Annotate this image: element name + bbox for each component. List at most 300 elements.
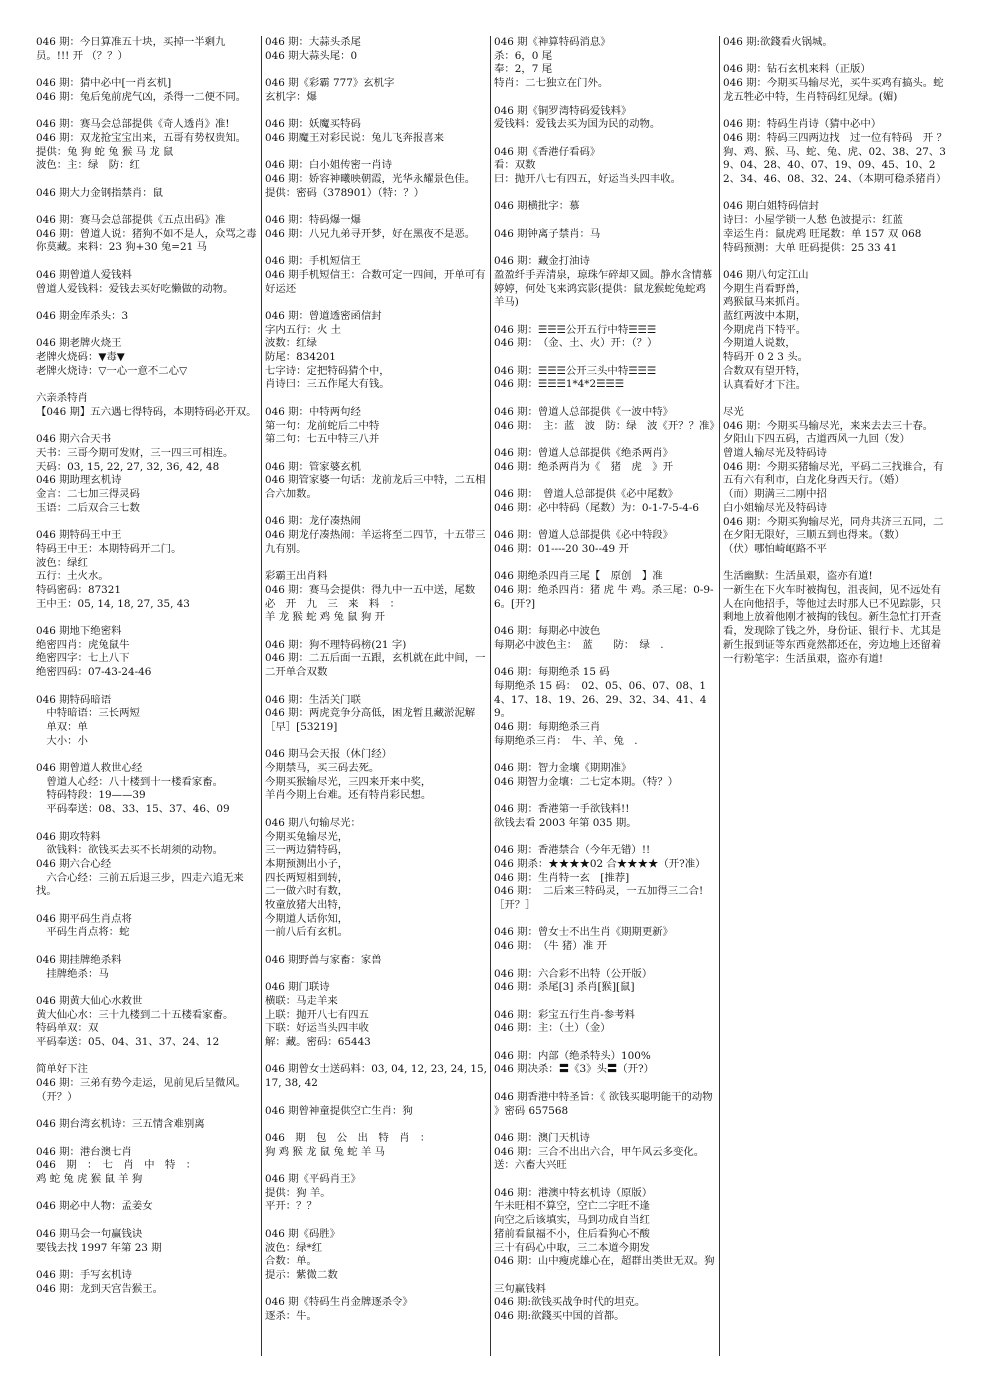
- text-line: 猪前看鼠福不小，住后看狗心不酸: [494, 1227, 650, 1240]
- text-line: 046 期特码暗语: [36, 693, 112, 706]
- text-line: 046 期：生肖特一玄 [推荐]: [494, 871, 630, 884]
- text-line: 046 期白姐特码信封: [723, 200, 819, 213]
- text-block: [36, 1269, 258, 1296]
- text-line: 046 期老牌火烧王: [36, 337, 122, 350]
- text-block: [36, 1200, 258, 1214]
- text-line: 鸡猴鼠马来抓肖。: [723, 296, 807, 309]
- text-line: 046 期：主：（土）（金）: [494, 1022, 611, 1035]
- text-line: 046 期：手机短信王: [265, 255, 361, 268]
- text-block: [36, 214, 258, 255]
- text-block: [265, 1063, 491, 1090]
- text-line: 平码生肖点将：蛇: [36, 926, 130, 939]
- text-line: 肖诗曰：三五作尾大有钱。: [265, 378, 390, 391]
- text-line: 046 期杀：★★★★02 合★★★★（开?准）: [494, 857, 706, 870]
- text-line: 046 期曾女士送码料：03, 04, 12, 23, 24, 15, 17, 38, 42: [265, 1063, 491, 1090]
- text-block: [265, 159, 487, 200]
- text-line: 今期道人话你知，: [265, 912, 349, 925]
- text-line: 四长两短相到转，: [265, 871, 349, 884]
- text-line: 横联：马走羊来: [265, 994, 338, 1007]
- text-line: 合数：单。: [265, 1255, 317, 1268]
- text-line: 今期生肖看野兽，: [723, 282, 807, 295]
- text-line: （而）期满三二刚中招: [723, 488, 827, 501]
- text-block: [36, 831, 258, 900]
- text-line: 046 期：今期买马输尽光，来来去去三十春。: [723, 419, 934, 432]
- text-line: 046 期横批字：慕: [494, 200, 580, 213]
- text-line: 特码单双：双: [36, 1022, 99, 1035]
- text-line: 046 期：香港禁合（今年无错）!!: [494, 844, 651, 857]
- text-line: 曾道人爱钱料：爱钱去买好吃懒做的动物。: [36, 282, 234, 295]
- text-line: 波色：主：绿 防：红: [36, 159, 140, 172]
- text-block: [723, 36, 948, 50]
- text-line: 046 期：白小姐传密一肖诗: [265, 159, 393, 172]
- text-line: 046 期：双龙抢宝宝出来，五哥有势权贵知。: [36, 131, 247, 144]
- text-line: 046 期：赛马会提供：得九中一五中送，尾数 必 开 九 三 来 料 ：: [265, 583, 486, 610]
- text-line: 046 期：赛马会总部提供《五点出码》准: [36, 214, 226, 227]
- text-line: 046 期：三合不出出六合，甲午风云多变化。: [494, 1145, 705, 1158]
- text-line: 046 期：01----20 30--49 开: [494, 542, 629, 555]
- text-line: 046 期《铜罗湾特码爱钱料》: [494, 104, 632, 117]
- text-line: 046 期特码王中王: [36, 529, 122, 542]
- text-block: [494, 447, 716, 474]
- text-line: 平码奉送：08、33、15、37、46、09: [36, 803, 230, 816]
- text-block: [494, 105, 716, 132]
- text-line: 046 期：娇容神曦映朝霞，光华永耀景色佳。: [265, 172, 476, 185]
- text-block: [494, 666, 716, 748]
- text-line: 今期道人说数，: [723, 337, 796, 350]
- text-block: [494, 762, 716, 789]
- text-line: 波色：绿红: [36, 556, 88, 569]
- text-line: 蓝红两波中本期，: [723, 310, 807, 322]
- text-line: 046 期：今期买狗输尽光，同舟共济三五同，二在夕阳无限好，三顺五到也得来。（数）: [723, 515, 944, 542]
- text-line: 046 期八句输尽光：: [265, 816, 361, 829]
- text-line: 老牌火烧诗：▽一心一意不二心▽: [36, 364, 188, 377]
- text-line: 特码密码：87321: [36, 583, 122, 596]
- text-line: 046 期：六合彩不出特（公开版）: [494, 967, 653, 980]
- text-block: [265, 310, 487, 392]
- text-line: （伏）哪怕崎岖路不平: [723, 542, 827, 555]
- text-line: 046 期：兔后兔前虎气凶，杀得一二便不同。: [36, 90, 247, 103]
- text-line: 046 期绝杀四肖三尾【 原创 】准: [494, 570, 663, 583]
- column-1: [36, 36, 258, 1310]
- text-line: 提示：紫微二数: [265, 1268, 338, 1281]
- text-line: 046 期：绝杀两肖为《 猪 虎 》开: [494, 460, 673, 473]
- text-line: 046 期 包 公 出 特 肖 ：: [265, 1131, 431, 1144]
- text-line: 046 期：港台澳七肖: [36, 1145, 132, 1158]
- text-block: [36, 77, 258, 104]
- text-line: 046 期六合心经: [36, 857, 112, 870]
- text-block: [723, 63, 948, 104]
- text-line: 046 期：港澳中特玄机诗（原版）: [494, 1186, 653, 1199]
- text-line: 046 期：猜中必中[一肖玄机]: [36, 77, 172, 90]
- text-block: [36, 913, 258, 940]
- text-block: [265, 77, 487, 104]
- text-line: 一新生在下火车时被掏包，沮丧间，见不远处有人在向他招手，等他过去时那人已不见踪影，只剩地上放着他刚才被掏的钱包。新生急忙打开查看，发现除了钱之外，身份证、银行卡、尤其是新生报到证等东西竟然都还在，旁边地上还留着一行粉笔字：生活虽艰，盗亦有道!: [723, 584, 942, 665]
- text-block: [723, 118, 948, 187]
- text-line: 玄机字：爆: [265, 90, 317, 103]
- text-line: 送：六畜大兴旺: [494, 1159, 567, 1172]
- text-line: 午未旺相不算空，空亡二字旺不逢: [494, 1200, 650, 1213]
- text-block: [265, 1296, 487, 1323]
- text-line: 046 期： （牛 猪）准 开: [494, 940, 607, 953]
- text-line: 046 期：每期必中波色: [494, 625, 601, 638]
- text-line: 046 期钟离子禁肖：马: [494, 227, 601, 240]
- text-block: [265, 515, 487, 556]
- text-line: 杀：6，0 尾: [494, 49, 553, 62]
- text-block: [265, 817, 487, 940]
- text-line: 本期预测出小子，: [265, 857, 349, 870]
- text-line: 046 期：特码爆一爆: [265, 214, 361, 227]
- text-line: 金言：二七加三得灵码: [36, 488, 140, 501]
- text-line: 046 期：曾道人总部提供《绝杀两肖》: [494, 446, 673, 459]
- column-divider: [490, 36, 491, 1356]
- text-line: 046 期：曾道透密函信封: [265, 309, 382, 322]
- text-line: 046 期：曾道人总部提供《必中特段》: [494, 529, 673, 542]
- text-block: [723, 200, 948, 255]
- text-block: [494, 803, 716, 830]
- text-line: 046 期必中人物：孟姜女: [36, 1200, 153, 1213]
- text-line: 046 期：彩宝五行生肖-参考料: [494, 1008, 635, 1021]
- text-line: 尽光: [723, 405, 744, 418]
- text-line: 绝密四字：七上八下: [36, 652, 130, 665]
- text-line: 字内五行：火 土: [265, 323, 342, 336]
- text-line: 046 期《神算特码消息》: [494, 36, 611, 48]
- text-block: [36, 1118, 258, 1132]
- text-line: 046 期：必中特码（尾数）为：0-1-7-5-4-6: [494, 501, 700, 514]
- text-line: 046 期：妖魔买特码: [265, 118, 361, 131]
- text-block: [36, 995, 258, 1050]
- text-line: 046 期助理玄机诗: [36, 474, 122, 487]
- text-block: [265, 461, 487, 502]
- text-line: 波数：红绿: [265, 337, 317, 350]
- text-line: 046 期野兽与家畜：家兽: [265, 953, 382, 966]
- text-line: 046 期《特码生肖金牌逐杀令》: [265, 1296, 413, 1309]
- text-block: [494, 1050, 716, 1077]
- text-line: 046 期龙仔凑热闹：羊运将至二四节，十五带三九有别。: [265, 529, 486, 555]
- text-block: [494, 36, 716, 91]
- text-line: 046 期：曾女士不出生肖《期期更新》: [494, 926, 673, 939]
- text-line: 每期绝杀三肖： 牛、羊、兔 .: [494, 734, 638, 747]
- text-line: 046 期：管家婆玄机: [265, 460, 361, 473]
- text-line: 夕阳山下四五码，古道西风一九回（发）: [723, 433, 911, 446]
- text-line: 鸡 蛇 兔 虎 猴 鼠 羊 狗: [36, 1173, 143, 1186]
- text-block: [36, 694, 258, 749]
- text-line: 046 期八句定江山: [723, 268, 809, 281]
- text-block: [494, 228, 716, 242]
- text-line: 046 期马会一句赢钱诀: [36, 1227, 143, 1240]
- text-line: 046 期平码生肖点将: [36, 912, 132, 925]
- text-line: 今期虎肖下特平。: [723, 323, 807, 336]
- text-line: 看：双数: [494, 159, 536, 172]
- text-line: 曰：抛开八七有四五，好运当头四丰收。: [494, 173, 682, 185]
- text-line: 046 期： 主：蓝 波 防：绿 波《开？？准》: [494, 419, 720, 432]
- text-line: 046 期曾道人救世心经: [36, 762, 143, 775]
- text-block: [723, 269, 948, 392]
- text-block: [36, 433, 258, 515]
- text-line: 046 期：曾道人说：猪狗不如不是人，众骂之毒你莫藏。来料：23 狗+30 兔=21 马: [36, 227, 257, 254]
- text-block: [494, 1091, 716, 1118]
- text-line: 认真看好才下注。: [723, 378, 807, 391]
- text-line: 046 期决杀：〓《3》头〓（开?）: [494, 1063, 655, 1076]
- text-line: 046 期地下绝密料: [36, 625, 122, 638]
- text-line: 046 期：内部（绝杀特头）100%: [494, 1049, 651, 1062]
- text-line: 特肖：二七独立在门外。: [494, 77, 609, 90]
- text-line: 生活幽默：生活虽艰，盗亦有道!: [723, 570, 873, 583]
- text-block: [265, 255, 487, 296]
- text-block: [36, 392, 258, 419]
- text-line: 波色：绿*红: [265, 1241, 323, 1254]
- text-line: 046 期《香港仔看码》: [494, 145, 601, 158]
- text-line: 046 期：狗不理特码榜(21 字): [265, 638, 407, 651]
- text-block: [494, 529, 716, 556]
- text-line: 每期必中波色主： 蓝 防： 绿 .: [494, 638, 664, 651]
- text-line: 今期买兔输尽光，: [265, 830, 349, 843]
- text-line: 046 期：澳门天机诗: [494, 1131, 590, 1144]
- text-line: 六合心经：三前五后退三步，四走六追无来找。: [36, 871, 244, 898]
- text-line: 三十有码心中取，三二本道今期发: [494, 1241, 650, 1254]
- text-line: 大小：小: [36, 734, 88, 747]
- text-line: 046 期：二五后面一五跟，玄机就在此中间，一二开单合双数: [265, 652, 486, 679]
- text-line: 幸运生肖：鼠虎鸡 旺尾数：单 157 双 068: [723, 227, 922, 240]
- text-line: 提供：兔 狗 蛇 兔 猴 马 龙 鼠: [36, 145, 174, 158]
- text-block: [265, 639, 487, 680]
- text-line: 046 期智力金壤：二七定本期。（特？）: [494, 775, 679, 788]
- text-block: [494, 405, 720, 433]
- text-line: 单双：单: [36, 720, 88, 733]
- text-line: 046 期魔王对彩民说：兔儿飞奔报喜来: [265, 131, 444, 144]
- text-line: 彩霸王出肖料: [265, 570, 328, 583]
- text-line: 逐杀：牛。: [265, 1310, 317, 1323]
- text-line: 牧童放猪大出特，: [265, 899, 349, 912]
- text-line: 046 期： 二后来三特码灵，一五加得三二合!［开？］: [494, 885, 704, 912]
- text-line: 爱钱料：爱钱去买为国为民的动物。: [494, 118, 661, 131]
- text-line: 绝密四码：07-43-24-46: [36, 666, 152, 679]
- text-block: [265, 406, 487, 447]
- text-line: 046 期台湾玄机诗：三五情含难别离: [36, 1118, 205, 1131]
- text-line: 特码开 0 2 3 头。: [723, 351, 808, 364]
- text-line: 狗、鸡、猴、马、蛇、兔、虎、02、38、27、39、04、28、40、07、19、09、45、10、22、34、46、08、32、24、（本期可稳杀猪肖）: [723, 145, 947, 185]
- text-line: 046 期：大蒜头杀尾: [265, 36, 361, 48]
- text-line: 046 期：香港第一手欲钱料!!: [494, 803, 630, 816]
- text-line: 五行：土火水。: [36, 570, 109, 583]
- text-block: [265, 981, 487, 1050]
- text-line: 046 期管家婆一句话：龙前龙后三中特，二五相合六加数。: [265, 474, 486, 501]
- text-block: [265, 570, 487, 625]
- text-line: 【046 期】五六遇七得特码，本期特码必开双。: [36, 405, 257, 418]
- text-line: 046 期：曾道人总部提供《一波中特》: [494, 405, 673, 418]
- text-line: 046 期曾神童提供空亡生肖：狗: [265, 1104, 413, 1117]
- text-block: [265, 118, 487, 145]
- text-line: 046 期：今日算准五十块，买掉一半剩九员。!!! 开 （？？）: [36, 36, 226, 62]
- text-line: 046 期马会天报（休门经）: [265, 748, 393, 761]
- text-line: 046 期：三弟有势今走运，见前见后呈微风。（开？）: [36, 1077, 247, 1103]
- text-line: 046 期：今期买猪输尽光，平码二三找谁合，有五有六有利市，白龙化身西天行。（婚）: [723, 460, 944, 487]
- text-line: 曾道人输尽光及特码诗: [723, 447, 827, 460]
- text-line: 046 期：龙到天宫告猴王。: [36, 1282, 164, 1295]
- text-line: 046 期金库杀头：3: [36, 309, 129, 322]
- text-line: 046 期：生活关门联: [265, 693, 361, 706]
- text-line: 046 期《平码肖王》: [265, 1173, 361, 1186]
- text-line: 提供：密码（378901）（特：？）: [265, 186, 425, 199]
- text-line: 七字诗：定把特码猜个中，: [265, 364, 390, 377]
- text-block: [36, 310, 258, 324]
- text-line: 046 期：☰☰☰公开三头中特☰☰☰: [494, 364, 657, 377]
- text-line: 046 期：今期买马输尽光，买牛买鸡有搞头。蛇龙五牲必中特，生肖特码红见绿。(媚): [723, 77, 944, 103]
- text-block: [494, 570, 716, 611]
- text-line: 046 期攻特料: [36, 830, 101, 843]
- text-line: 天码：03, 15, 22, 27, 32, 36, 42, 48: [36, 460, 220, 473]
- text-line: 诗曰：小屋学锁一人愁 色波提示：红蓝: [723, 214, 903, 227]
- text-line: 特码预测：大单 旺码提供：25 33 41: [723, 241, 898, 254]
- text-line: 046 期：绝杀四肖：猪 虎 牛 鸡。杀三尾：0-9-6。[开?]: [494, 583, 714, 610]
- text-line: 一前八后有玄机。: [265, 926, 349, 939]
- text-block: [265, 1105, 487, 1119]
- text-block: [36, 187, 258, 201]
- text-line: 046 期六合天书: [36, 433, 112, 446]
- text-block: [265, 748, 487, 803]
- text-line: 046 期挂牌绝杀料: [36, 953, 122, 966]
- text-line: 046 期：两虎竞争分高低，困龙暂且藏淤泥解［早］[53219]: [265, 707, 476, 733]
- text-block: [494, 968, 716, 995]
- text-line: 046 期：手写玄机诗: [36, 1268, 132, 1281]
- column-4: [723, 36, 948, 680]
- text-line: 合数双有望开特，: [723, 364, 807, 377]
- text-line: 欲钱料：欲钱买去买不长胡须的动物。: [36, 844, 224, 857]
- text-line: 奉：2，7 尾: [494, 63, 553, 76]
- text-line: 绝密四肖：虎兔鼠牛: [36, 638, 130, 651]
- text-line: 向空之后该填实，马到功成自当红: [494, 1214, 650, 1227]
- text-line: 三一两边猜特码，: [265, 844, 349, 857]
- text-block: [265, 36, 487, 63]
- text-block: [36, 269, 258, 296]
- text-line: 046 期:欲钱买战争时代的坦克。: [494, 1296, 646, 1309]
- text-line: 简单好下注: [36, 1063, 88, 1076]
- text-block: [265, 954, 487, 968]
- text-line: 046 期：中特两句经: [265, 405, 361, 418]
- text-line: 046 期：每期绝杀三肖: [494, 720, 601, 733]
- text-block: [494, 1283, 716, 1324]
- text-line: 046 期： （金、土、火）开：（？）: [494, 337, 658, 350]
- text-line: 黄大仙心水：三十九楼到二十五楼看家畜。: [36, 1008, 234, 1021]
- text-block: [494, 146, 716, 187]
- text-block: [36, 625, 258, 680]
- text-block: [36, 1146, 258, 1187]
- text-line: 046 期：特码生肖诗（猜中必中）: [723, 118, 882, 131]
- text-block: [494, 1009, 716, 1036]
- text-line: 每期绝杀 15 码： 02、05、06、07、08、14、17、18、19、26、29、32、34、41、49。: [494, 679, 707, 720]
- text-line: 要钱去找 1997 年第 23 期: [36, 1241, 162, 1254]
- text-line: 第一句：龙前蛇后二中特: [265, 419, 380, 432]
- column-divider: [261, 36, 262, 1356]
- text-line: 046 期：钻石玄机来料（正版）: [723, 63, 871, 76]
- column-3: [494, 36, 720, 1337]
- text-block: [494, 488, 716, 515]
- text-line: 六亲杀特肖: [36, 392, 88, 405]
- text-line: 今期禁马，买三码去死。: [265, 762, 380, 775]
- text-block: [36, 36, 258, 63]
- text-block: [36, 337, 258, 378]
- text-block: [36, 118, 258, 173]
- text-line: 提供：狗 羊。: [265, 1186, 331, 1199]
- text-line: 046 期《彩霸 777》玄机字: [265, 77, 395, 90]
- text-line: 046 期大蒜头尾：0: [265, 49, 358, 62]
- text-block: [36, 529, 258, 611]
- text-line: 白小姐输尽光及特码诗: [723, 501, 827, 514]
- text-line: 曾道人心经：八十楼到十一楼看家畜。: [36, 775, 224, 788]
- text-line: 玉语：二后双合三七数: [36, 501, 140, 514]
- text-line: 046 期：特码三四两边找 过一位有特码 开 ？: [723, 131, 947, 144]
- text-line: 046 期:欲錢买中国的首都。: [494, 1310, 625, 1322]
- text-line: 046 期：龙仔凑热闹: [265, 515, 361, 528]
- text-line: 欲钱去看 2003 年第 035 期。: [494, 816, 637, 829]
- text-line: 046 期大力金钢指禁肖：鼠: [36, 186, 164, 199]
- column-2: [265, 36, 491, 1337]
- text-line: 防尾：834201: [265, 351, 336, 364]
- text-line: 平码奉送：05、04、31、37、24、12: [36, 1036, 220, 1049]
- text-line: 特码特段：19——39: [36, 789, 146, 802]
- text-line: 046 期：☰☰☰公开五行中特☰☰☰: [494, 323, 657, 336]
- text-line: 羊肖今期上台难。还有特肖彩民想。: [265, 789, 432, 802]
- text-block: [36, 954, 258, 981]
- text-line: 046 期：山中瘦虎雄心在，超群出类世无双。狗: [494, 1255, 715, 1268]
- text-line: 中特暗语：三长两短: [36, 707, 140, 720]
- text-block: [265, 214, 487, 241]
- text-line: 王中王：05, 14, 18, 27, 35, 43: [36, 597, 190, 610]
- text-line: 046 期：赛马会总部提供《奇人透肖》准!: [36, 118, 230, 131]
- text-line: 盈盈纤手弄清泉，琼珠乍碎却又圆。静水含情慕婷婷，何处飞来鸿宾影(提供：鼠龙猴蛇兔蛇鸡羊马): [494, 268, 713, 309]
- text-line: 046 期：☰☰☰1*4*2☰☰☰: [494, 378, 625, 391]
- text-line: 第二句：七五中特三八并: [265, 433, 380, 446]
- text-block: [36, 1063, 258, 1104]
- text-block: [494, 625, 716, 652]
- text-line: 046 期曾道人爱钱料: [36, 268, 132, 281]
- text-block: [494, 844, 716, 913]
- text-line: 平开：？？: [265, 1200, 317, 1213]
- text-block: [723, 570, 948, 666]
- text-line: 046 期 ： 七 肖 中 特 ：: [36, 1159, 197, 1172]
- text-line: 046 期手机短信王：合数可定一四间，开单可有好运还: [265, 268, 486, 295]
- text-line: 046 期黄大仙心水救世: [36, 994, 143, 1007]
- text-line: 046 期：八兄九弟寻开梦，好在黑夜不是恶。: [265, 227, 476, 240]
- text-block: [36, 762, 258, 817]
- text-block: [494, 926, 716, 953]
- text-block: [494, 1132, 716, 1173]
- text-block: [494, 365, 716, 392]
- text-block: [36, 1228, 258, 1255]
- text-block: [494, 255, 716, 310]
- column-divider: [719, 36, 720, 1356]
- text-line: 046 期：藏金打油诗: [494, 255, 590, 268]
- text-line: 上联：抛开八七有四五: [265, 1008, 369, 1021]
- text-line: 老牌火烧码：▼毒▼: [36, 351, 125, 364]
- text-block: [494, 324, 716, 351]
- text-line: 三句赢钱料: [494, 1282, 546, 1295]
- text-line: 046 期门联诗: [265, 981, 330, 994]
- text-line: 二一做六时有数，: [265, 885, 349, 898]
- text-line: 挂牌绝杀：马: [36, 967, 109, 980]
- text-line: 046 期《码胜》: [265, 1227, 341, 1240]
- text-block: [265, 1173, 487, 1214]
- text-line: 特码王中王：本期特码开二门。: [36, 542, 182, 555]
- text-block: [265, 694, 487, 735]
- text-block: [265, 1132, 487, 1159]
- text-line: 046 期：智力金壤《期期准》: [494, 762, 632, 775]
- text-line: 解：藏。密码：65443: [265, 1036, 371, 1049]
- text-line: 羊 龙 猴 蛇 鸡 兔 鼠 狗 开: [265, 611, 385, 624]
- text-block: [723, 406, 948, 557]
- text-line: 046 期： 曾道人总部提供《必中尾数》: [494, 488, 679, 501]
- text-line: 046 期:欲錢看火锅城。: [723, 36, 833, 48]
- text-block: [494, 200, 716, 214]
